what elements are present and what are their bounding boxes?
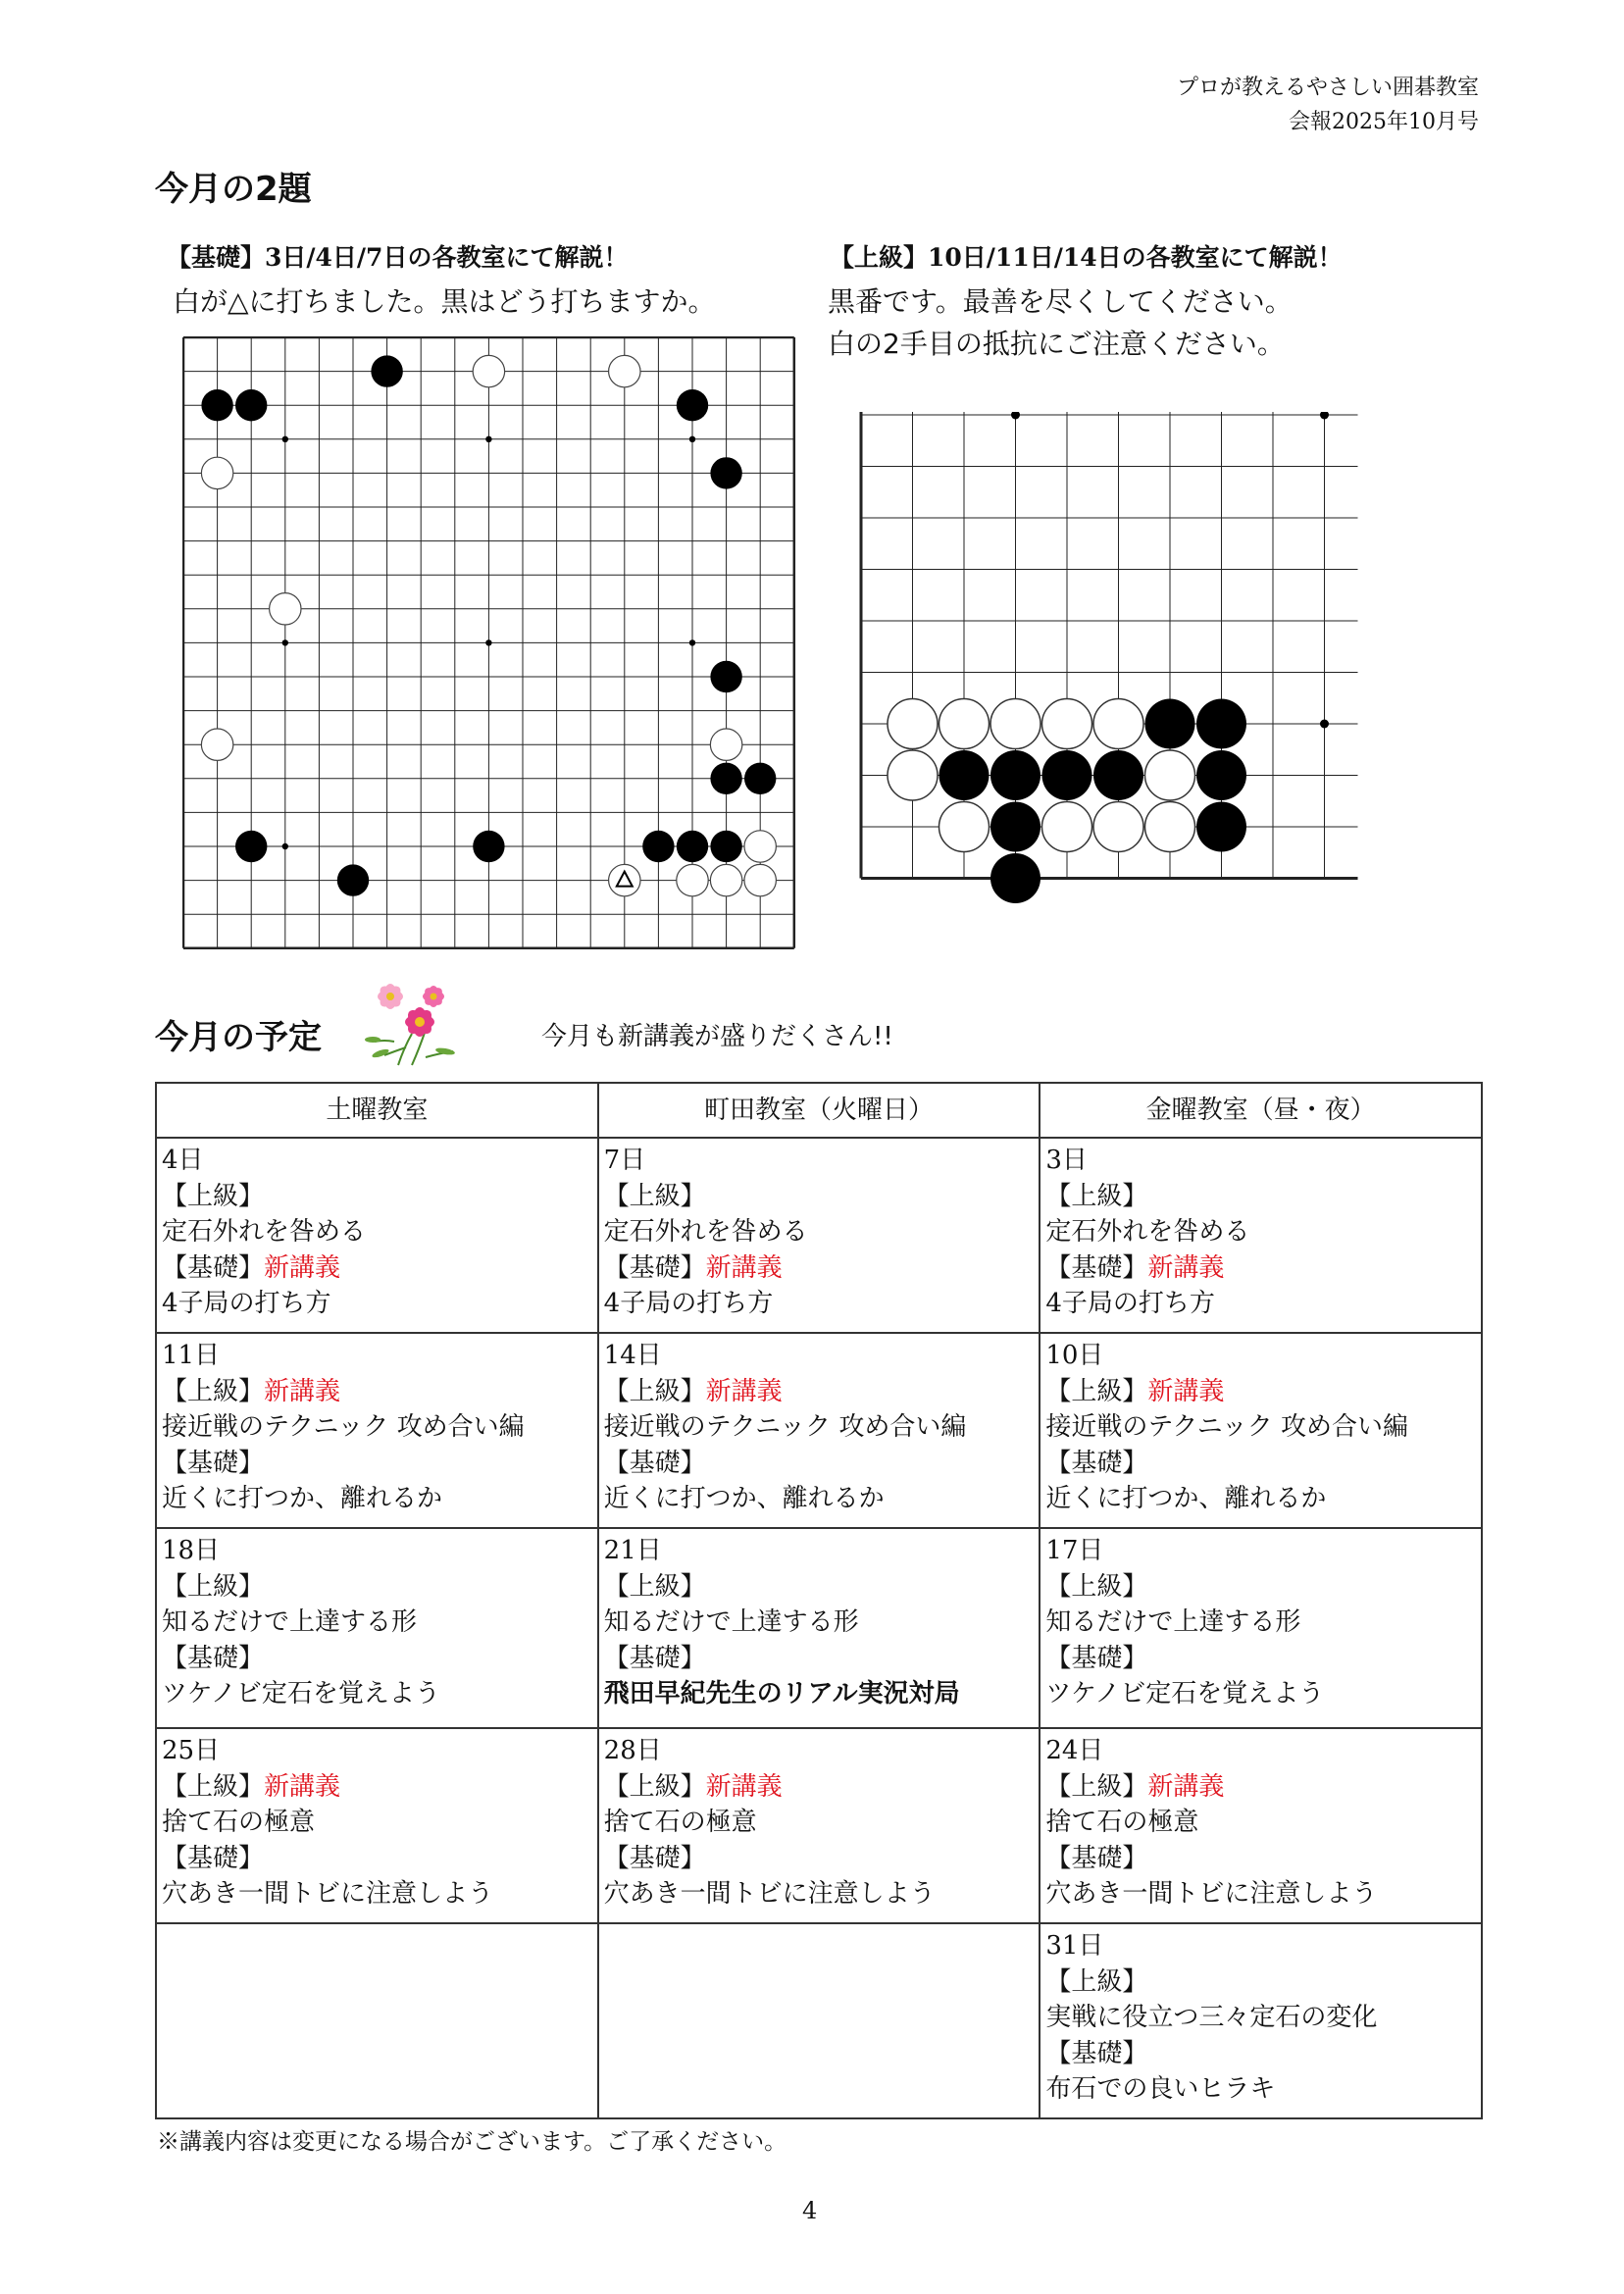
white-stone [888, 699, 938, 749]
black-stone [371, 355, 402, 386]
advanced-lecture-title: 知るだけで上達する形 [603, 1607, 859, 1637]
column-friday: 金曜教室（昼・夜） [1040, 1083, 1482, 1138]
black-stone [710, 763, 741, 794]
lesson-date: 28日 [603, 1736, 662, 1765]
lesson-date: 11日 [162, 1341, 221, 1370]
basic-problem-title: 【基礎】3日/4日/7日の各教室にて解説！ [167, 243, 629, 272]
black-stone [473, 831, 504, 862]
schedule-header-row [156, 1083, 1482, 1138]
black-stone [1145, 699, 1195, 749]
basic-lecture-title: 近くに打つか、離れるか [1045, 1484, 1327, 1513]
schedule-cell [156, 1333, 598, 1528]
advanced-tag: 【上級】 [162, 1771, 265, 1802]
advanced-lecture-title: 接近戦のテクニック 攻め合い編 [1045, 1412, 1408, 1442]
advanced-problem-board [843, 412, 1373, 932]
basic-tag: 【基礎】 [162, 1252, 265, 1283]
advanced-tag: 【上級】 [1045, 1966, 1148, 1997]
schedule-cell [1040, 1138, 1482, 1333]
black-stone [710, 661, 741, 692]
basic-tag: 【基礎】 [603, 1843, 706, 1873]
black-stone [235, 389, 267, 421]
schedule-cell [598, 1528, 1040, 1728]
white-stone [473, 355, 504, 386]
column-saturday: 土曜教室 [156, 1083, 598, 1138]
basic-lecture-title: 穴あき一間トビに注意しよう [1045, 1879, 1378, 1909]
schedule-cell [598, 1138, 1040, 1333]
basic-problem-board [182, 336, 796, 950]
new-lecture-badge: 新講義 [705, 1252, 783, 1283]
basic-tag: 【基礎】 [162, 1643, 265, 1673]
basic-lecture-title: 飛田早紀先生のリアル実況対局 [603, 1679, 960, 1708]
basic-lecture-title: 近くに打つか、離れるか [603, 1484, 885, 1513]
lesson-date: 31日 [1045, 1931, 1104, 1961]
black-stone [677, 831, 708, 862]
advanced-desc-line2: 白の2手目の抵抗にご注意ください。 [828, 328, 1285, 360]
basic-tag: 【基礎】 [603, 1252, 706, 1283]
advanced-lecture-title: 接近戦のテクニック 攻め合い編 [603, 1412, 967, 1442]
basic-problem-description: 白が△に打ちました。黒はどう打ちますか。 [173, 285, 716, 318]
advanced-problem-description [828, 280, 1293, 365]
black-stone [1196, 802, 1246, 852]
new-lecture-badge: 新講義 [705, 1376, 783, 1406]
advanced-lecture-title: 捨て石の極意 [603, 1808, 757, 1837]
black-stone [1196, 699, 1246, 749]
white-stone [939, 699, 990, 749]
white-stone [710, 729, 741, 760]
page-number: 4 [802, 2197, 818, 2224]
white-stone [201, 457, 232, 488]
white-stone [710, 864, 741, 895]
basic-tag: 【基礎】 [603, 1448, 706, 1478]
white-stone [939, 802, 990, 852]
star-point [689, 436, 695, 442]
white-stone [609, 864, 640, 895]
black-stone [642, 831, 674, 862]
issue-label: 会報2025年10月号 [1289, 110, 1479, 135]
advanced-tag: 【上級】 [1045, 1771, 1148, 1802]
white-stone [1093, 699, 1143, 749]
white-stone [677, 864, 708, 895]
schedule-cell [598, 1333, 1040, 1528]
black-stone [710, 457, 741, 488]
white-stone [1042, 802, 1092, 852]
new-lecture-badge: 新講義 [264, 1376, 341, 1406]
advanced-lecture-title: 接近戦のテクニック 攻め合い編 [162, 1412, 525, 1442]
white-stone [744, 864, 776, 895]
advanced-tag: 【上級】 [1045, 1181, 1148, 1211]
schedule-cell [1040, 1728, 1482, 1923]
white-stone [609, 355, 640, 386]
black-stone [990, 853, 1040, 903]
white-stone [1093, 802, 1143, 852]
basic-lecture-title: 4子局の打ち方 [1045, 1289, 1215, 1318]
advanced-tag: 【上級】 [162, 1181, 265, 1211]
basic-tag: 【基礎】 [1045, 1843, 1148, 1873]
basic-tag: 【基礎】 [1045, 1448, 1148, 1478]
basic-lecture-title: ツケノビ定石を覚えよう [1045, 1679, 1325, 1708]
schedule-cell [1040, 1923, 1482, 2118]
schedule-tagline: 今月も新講義が盛りだくさん!! [541, 1022, 893, 1051]
schedule-table [155, 1082, 1483, 2119]
lesson-date: 25日 [162, 1736, 221, 1765]
advanced-lecture-title: 知るだけで上達する形 [1045, 1607, 1301, 1637]
basic-tag: 【基礎】 [1045, 1643, 1148, 1673]
white-stone [744, 831, 776, 862]
black-stone [1196, 750, 1246, 800]
advanced-tag: 【上級】 [1045, 1376, 1148, 1406]
star-point [1320, 412, 1329, 420]
advanced-problem-title: 【上級】10日/11日/14日の各教室にて解説！ [830, 243, 1343, 272]
advanced-tag: 【上級】 [603, 1771, 706, 1802]
black-stone [990, 802, 1040, 852]
new-lecture-badge: 新講義 [1147, 1376, 1225, 1406]
schedule-row [156, 1333, 1482, 1528]
schedule-cell [598, 1923, 1040, 2118]
black-stone [337, 864, 369, 895]
white-stone [201, 729, 232, 760]
white-stone [990, 699, 1040, 749]
basic-lecture-title: 4子局の打ち方 [162, 1289, 331, 1318]
column-machida: 町田教室（火曜日） [598, 1083, 1040, 1138]
white-stone [1145, 802, 1195, 852]
new-lecture-badge: 新講義 [264, 1771, 341, 1802]
lesson-date: 14日 [603, 1341, 662, 1370]
advanced-lecture-title: 捨て石の極意 [1045, 1808, 1199, 1837]
basic-tag: 【基礎】 [1045, 1252, 1148, 1283]
schedule-note: ※講義内容は変更になる場合がございます。ご了承ください。 [157, 2129, 787, 2155]
basic-lecture-title: ツケノビ定石を覚えよう [162, 1679, 440, 1708]
basic-lecture-title: 近くに打つか、離れるか [162, 1484, 443, 1513]
advanced-lecture-title: 知るだけで上達する形 [162, 1607, 418, 1637]
basic-lecture-title: 穴あき一間トビに注意しよう [603, 1879, 936, 1909]
black-stone [939, 750, 990, 800]
schedule-cell [1040, 1528, 1482, 1728]
star-point [485, 436, 491, 442]
star-point [1011, 412, 1020, 420]
schedule-cell [156, 1138, 598, 1333]
black-stone [744, 763, 776, 794]
star-point [282, 843, 288, 849]
newsletter-header [1177, 71, 1479, 139]
lesson-date: 7日 [603, 1146, 646, 1175]
star-point [282, 639, 288, 645]
basic-lecture-title: 4子局の打ち方 [603, 1289, 774, 1318]
basic-tag: 【基礎】 [1045, 2038, 1148, 2068]
advanced-tag: 【上級】 [603, 1181, 706, 1211]
black-stone [235, 831, 267, 862]
advanced-tag: 【上級】 [162, 1376, 265, 1406]
school-name: プロが教えるやさしい囲碁教室 [1176, 76, 1479, 100]
black-stone [990, 750, 1040, 800]
lesson-date: 10日 [1045, 1341, 1104, 1370]
advanced-lecture-title: 定石外れを咎める [1045, 1217, 1250, 1247]
schedule-heading: 今月の予定 [155, 1018, 322, 1057]
new-lecture-badge: 新講義 [1147, 1252, 1225, 1283]
new-lecture-badge: 新講義 [705, 1771, 783, 1802]
schedule-cell [156, 1923, 598, 2118]
advanced-tag: 【上級】 [162, 1571, 265, 1602]
white-stone [1042, 699, 1092, 749]
lesson-date: 17日 [1045, 1536, 1104, 1565]
white-stone [1145, 750, 1195, 800]
lesson-date: 4日 [162, 1146, 204, 1175]
black-stone [1093, 750, 1143, 800]
schedule-row [156, 1923, 1482, 2118]
cosmos-flower-icon [355, 979, 465, 1073]
star-point [485, 639, 491, 645]
advanced-tag: 【上級】 [1045, 1571, 1148, 1602]
new-lecture-badge: 新講義 [264, 1252, 341, 1283]
advanced-lecture-title: 実戦に役立つ三々定石の変化 [1045, 2003, 1378, 2032]
white-stone [270, 593, 301, 625]
problems-heading: 今月の2題 [155, 170, 312, 209]
schedule-cell [1040, 1333, 1482, 1528]
star-point [282, 436, 288, 442]
schedule-cell [598, 1728, 1040, 1923]
star-point [1320, 720, 1329, 729]
basic-tag: 【基礎】 [162, 1448, 265, 1478]
basic-tag: 【基礎】 [162, 1843, 265, 1873]
white-stone [888, 750, 938, 800]
new-lecture-badge: 新講義 [1147, 1771, 1225, 1802]
advanced-tag: 【上級】 [603, 1376, 706, 1406]
advanced-tag: 【上級】 [603, 1571, 706, 1602]
black-stone [677, 389, 708, 421]
schedule-row [156, 1138, 1482, 1333]
schedule-cell [156, 1528, 598, 1728]
lesson-date: 18日 [162, 1536, 221, 1565]
advanced-lecture-title: 捨て石の極意 [162, 1808, 316, 1837]
schedule-cell [156, 1728, 598, 1923]
lesson-date: 21日 [603, 1536, 662, 1565]
schedule-row [156, 1728, 1482, 1923]
schedule-row [156, 1528, 1482, 1728]
basic-tag: 【基礎】 [603, 1643, 706, 1673]
basic-lecture-title: 穴あき一間トビに注意しよう [162, 1879, 494, 1909]
black-stone [201, 389, 232, 421]
lesson-date: 24日 [1045, 1736, 1104, 1765]
star-point [689, 639, 695, 645]
advanced-lecture-title: 定石外れを咎める [603, 1217, 808, 1247]
advanced-desc-line1: 黒番です。最善を尽くしてください。 [828, 285, 1293, 318]
black-stone [710, 831, 741, 862]
lesson-date: 3日 [1045, 1146, 1088, 1175]
advanced-lecture-title: 定石外れを咎める [162, 1217, 367, 1247]
basic-lecture-title: 布石での良いヒラキ [1045, 2074, 1276, 2104]
black-stone [1042, 750, 1092, 800]
